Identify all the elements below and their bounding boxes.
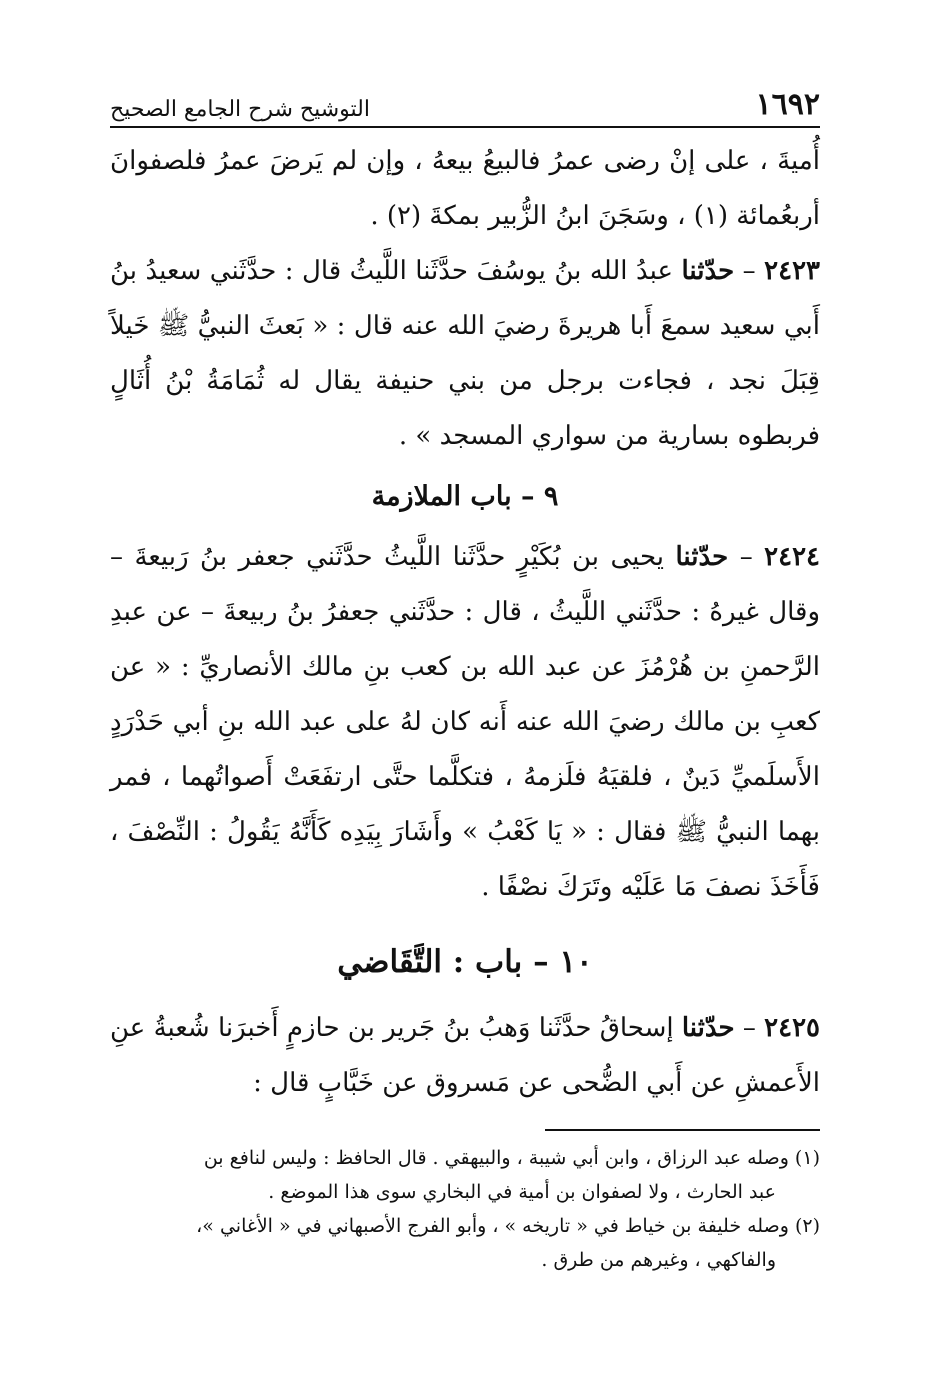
- chapter-dash: –: [522, 944, 560, 980]
- hadith-2424: [110, 530, 820, 915]
- footnote-2: [110, 1209, 820, 1243]
- chapter-heading-10: [110, 927, 820, 997]
- footnote-1-continuation: [110, 1175, 820, 1209]
- hadith-2425: [110, 1001, 820, 1111]
- footnote-1-line-2: عبد الحارث ، ولا لصفوان بن أمية في البخاري سوى هذا الموضع .: [268, 1181, 776, 1203]
- footnote-2-line-2: والفاكهي ، وغيرهم من طرق .: [541, 1249, 776, 1271]
- page-body: [110, 134, 820, 1111]
- hadith-dash: –: [734, 256, 765, 286]
- chapter-number: ٩: [543, 481, 559, 512]
- chapter-heading-9: [110, 468, 820, 526]
- hadith-text: إسحاقُ حدَّثَنا وَهبُ بنُ جَرير بن حازمٍ أَخبرَنا شُعبةُ عنِ الأَعمشِ عن أَبي الضُّحى عن مَسروق عن خَبَّابٍ قال :: [110, 1013, 820, 1098]
- hadith-number: ٢٤٢٥: [764, 1013, 821, 1043]
- chapter-title: باب الملازمة: [371, 481, 512, 512]
- hadith-number: ٢٤٢٤: [764, 542, 821, 572]
- chapter-number: ١٠: [559, 944, 593, 980]
- hadith-number: ٢٤٢٣: [764, 256, 821, 286]
- footnote-2-line-1: (٢) وصله خليفة بن خياط في « تاريخه » ، وأبو الفرج الأصبهاني في « الأغاني »،: [196, 1215, 820, 1237]
- page-number: ١٦٩٢: [755, 87, 820, 122]
- footnotes: [110, 1141, 820, 1277]
- intro-line-1: أُميةَ ، على إنْ رضى عمرُ فالبيعُ بيعهُ ، وإن لم يَرضَ عمرُ: [215, 146, 820, 176]
- footnote-divider: [545, 1129, 820, 1131]
- running-title: التوشيح شرح الجامع الصحيح: [110, 97, 370, 122]
- hadith-text: عبدُ الله بنُ يوسُفَ حدَّثَنا اللَّيثُ قال : حدَّثَني سعيدُ بنُ أَبي سعيد سمعَ أَبا هريرةَ رضيَ الله عنه قال : « بَعثَ النبيُّ ﷺ خَيلاً قِبَلَ نجد ، فجاءت برجل من بني حنيفة يقال له ثُمَامَةُ بْنُ أُثَالٍ فربطوه بسارية من سواري المسجد » .: [110, 256, 820, 451]
- intro-paragraph: [110, 134, 820, 244]
- intro-line-2: فلصفوانَ أربعُمائة (١) ، وسَجَنَ ابنُ الزُّبير بمكةَ (٢) .: [110, 146, 820, 231]
- footnote-1-line-1: (١) وصله عبد الرزاق ، وابن أبي شيبة ، والبيهقي . قال الحافظ : وليس لنافع بن: [203, 1147, 820, 1169]
- hadith-keyword: حدّثنا: [681, 256, 735, 286]
- page-header: [110, 82, 820, 128]
- hadith-2423: [110, 244, 820, 464]
- footnote-2-continuation: [110, 1243, 820, 1277]
- hadith-dash: –: [728, 542, 765, 572]
- hadith-text: يحيى بن بُكَيْرٍ حدَّثَنا اللَّيثُ حدَّثَني جعفر بنُ رَبيعةَ – وقال غيرهُ : حدَّثَني اللَّيثُ ، قال : حدَّثَني جعفرُ بنُ ربيعةَ – عن عبدِ الرَّحمنِ بن هُرْمُزَ عن عبد الله بن كعب بنِ مالك الأنصاريِّ : « عن كعبِ بن مالك رضيَ الله عنه أَنه كان لهُ على عبد الله بنِ أبي حَدْرَدٍ الأَسلَميِّ دَينٌ ، فلقيَهُ فلَزمهُ ، فتكلَّما حتَّى ارتفَعَتْ أَصواتُهما ، فمر بهما النبيُّ ﷺ فقال : « يَا كَعْبُ » وأَشَارَ بِيَدِه كَأَنَّهُ يَقُولُ : النِّصْفَ ، فَأَخَذَ نصفَ مَا عَلَيْه وتَرَكَ نصْفًا .: [110, 542, 820, 902]
- chapter-dash: –: [511, 481, 544, 512]
- hadith-keyword: حدّثنا: [675, 542, 729, 572]
- hadith-dash: –: [734, 1013, 765, 1043]
- hadith-keyword: حدّثنا: [681, 1013, 735, 1043]
- footnote-1: [110, 1141, 820, 1175]
- chapter-title: باب : التَّقَاضي: [337, 944, 523, 980]
